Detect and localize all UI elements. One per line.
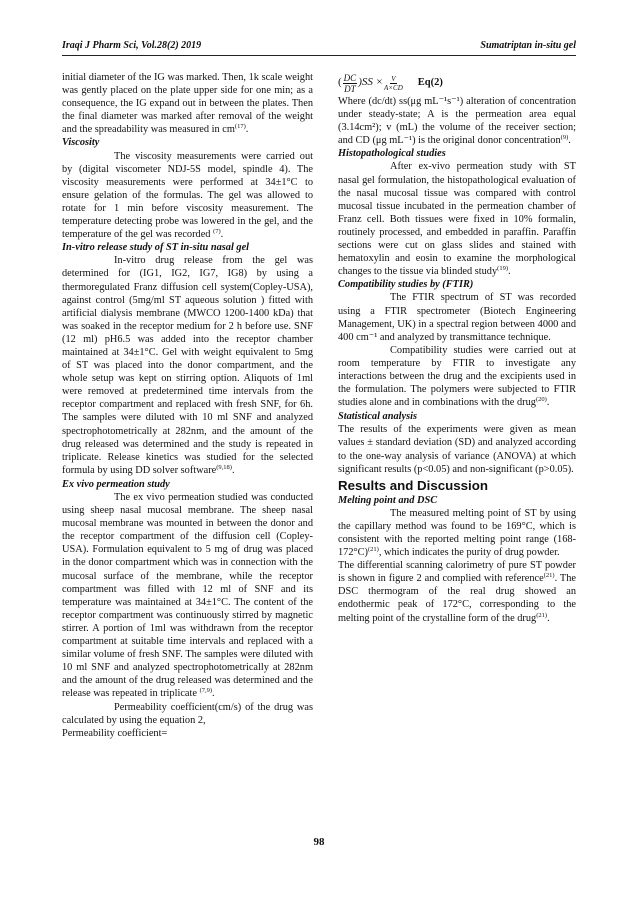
- left-column: [62, 71, 313, 740]
- journal-citation: Iraqi J Pharm Sci, Vol.28(2) 2019: [62, 40, 202, 51]
- histopathology-heading: Histopathological studies: [338, 148, 446, 160]
- equation-2: ( $\frac{DC}{DT}$ )SS × $\frac{V}{A\times CD}$ Eq(2): [338, 72, 443, 94]
- results-heading: Results and Discussion: [338, 477, 488, 493]
- dsc-paragraph: The differential scanning calorimetry of pure ST powder is shown in figure 2 and complied with reference$^{(21)}$. The DSC thermogram of the real drug showed an endothermic peak of 172°C, corresponding to the melting point of the crystalline form of the drug$^{(21)}$.: [338, 560, 576, 624]
- permeability-coefficient-line: Permeability coefficient=: [62, 727, 168, 739]
- ftir-heading: Compatibility studies by (FTIR): [338, 279, 474, 291]
- equation-tag: Eq(2): [417, 77, 443, 89]
- viscosity-heading: Viscosity: [62, 137, 100, 149]
- running-title: Sumatriptan in-situ gel: [480, 40, 576, 51]
- melting-point-paragraph: The measured melting point of ST by using the capillary method was found to be 169°C, which is consistent with the reported melting point range $(168-172^\circ C)^{(21)}$, which indicates the purity of drug powder.: [338, 507, 576, 559]
- header-rule: [62, 55, 576, 56]
- statistics-heading: Statistical analysis: [338, 411, 418, 423]
- right-column: [338, 71, 576, 625]
- page-number: 98: [313, 836, 325, 848]
- ftir-paragraph-1: The FTIR spectrum of ST was recorded using a FTIR spectrometer (Biotech Engineering Management, UK) in a spectral region between 4000 and 400 cm⁻¹ and analyzed by transmittance technique.: [338, 292, 576, 343]
- eq-middle: )SS ×: [358, 76, 384, 89]
- histopathology-paragraph: After ex-vivo permeation study with ST nasal gel formulation, the histopathological evaluation of the nasal mucosal tissue was compared with control mucosal tissue incubated in the permeation chamber of Franz cell. Both tissues were fixed in 10% formalin, routinely processed, and embedded in paraffin. Paraffin sections were cut on glass slides and stained with hematoxylin and eosin to examine the morphological changes to the tissue via blinded study$^{(19)}$.: [338, 161, 576, 278]
- eq-v: V: [391, 74, 396, 83]
- melting-point-heading: Melting point and DSC: [338, 494, 438, 506]
- invitro-heading: In-vitro release study of ST in-situ nasal gel: [62, 242, 250, 254]
- statistics-paragraph: The results of the experiments were given as mean values ± standard deviation (SD) and analyzed according to the one-way analysis of variance (ANOVA) at which significant results (p<0.05) and non-significant (p>0.05).: [338, 424, 576, 475]
- viscosity-paragraph: The viscosity measurements were carried out by (digital viscometer NDJ-5S model, spindle 4). The viscosity measurements were performed at 34±1°C to ensure gelation of the formulas. The gel was allowed to rotate for 1 min before viscosity measurement. The temperature detecting probe was lowered in the gel, and the temperature of the gel was recorded $^{(7)}$.: [62, 150, 313, 241]
- ftir-paragraph-2: Compatibility studies were carried out at room temperature by FTIR to investigate any interactions between the drug and the excipients used in the formulation. The polymers were subjected to FTIR studies alone and in combinations with the drug$^{(20)}$.: [338, 344, 576, 409]
- where-paragraph: Where (dc/dt) ss(μg mL⁻¹s⁻¹) alteration of concentration under steady-state; A is the permeation area equal (3.14cm²); v (mL) the volume of the receiver section; and CD (μg mL⁻¹) is the original donor concentration$^{(9)}$.: [338, 96, 576, 147]
- eq-dc: DC: [343, 72, 357, 83]
- exvivo-heading: Ex vivo permeation study: [62, 478, 170, 490]
- permeability-paragraph: Permeability coefficient(cm/s) of the drug was calculated by using the equation 2,: [62, 701, 313, 726]
- spreadability-paragraph: initial diameter of the IG was marked. Then, 1k scale weight was gently placed on the plate upper side for one min; as a consequence, the IG expand out in between the plates. Then the final diameter was marked after removal of the weight and the spreadability was measured in $cm^{(17)}$.: [62, 72, 313, 136]
- exvivo-paragraph: The ex vivo permeation studied was conducted using sheep nasal mucosal membrane. The sheep nasal mucosal membrane was mounted in between the donor and the receptor compartment of the diffusion cell (Copley-USA). Formulation equivalent to 5 mg of drug was placed in the donor compartment which was in connection with the mucosal surface of the membrane, while the receptor compartment was filled with 12 ml of SNF and its temperature was maintained at 34±1°C. The content of the receptor compartment was continuously stirred by magnetic stirrer. A portion of 1ml was withdrawn from the receptor compartment at suitable time intervals and replaced with a similar volume of fresh SNF. The samples were diluted with 10 ml SNF and analyzed spectrophotometrically at 282nm and the amount of the drug released was determined and the release was repeated in triplicate $^{(7,9)}$.: [62, 492, 313, 700]
- eq-dt: DT: [344, 83, 356, 94]
- eq-acd: A×CD: [384, 83, 403, 92]
- invitro-paragraph: In-vitro drug release from the gel was determined for (IG1, IG2, IG7, IG8) by using a thermoregulated Franz diffusion cell system(Copley-USA), against control (5mg/ml ST aqueous solution ) fitted with artificial dialysis membrane (MWCO 1200-1400 kDa) that was soaked in the receptor medium for 2 h before use. SNF (12 ml) pH6.5 was added into the receptor chamber maintained at 34±1°C. Gel with weight equivalent to 5mg of ST was placed into the donor compartment, and the whole setup was kept on stirring option. Aliquots of 1ml were removed at predetermined time intervals from the receptor compartment and replaced with fresh SNF, for 6h. The samples were diluted with 10 ml SNF and analyzed spectrophotometrically at 282nm, and the amount of the drug released was determined and the study is repeated in triplicate. Release kinetics was studied for the selected formula by using DD solver software$^{(9,18)}$.: [62, 255, 313, 476]
